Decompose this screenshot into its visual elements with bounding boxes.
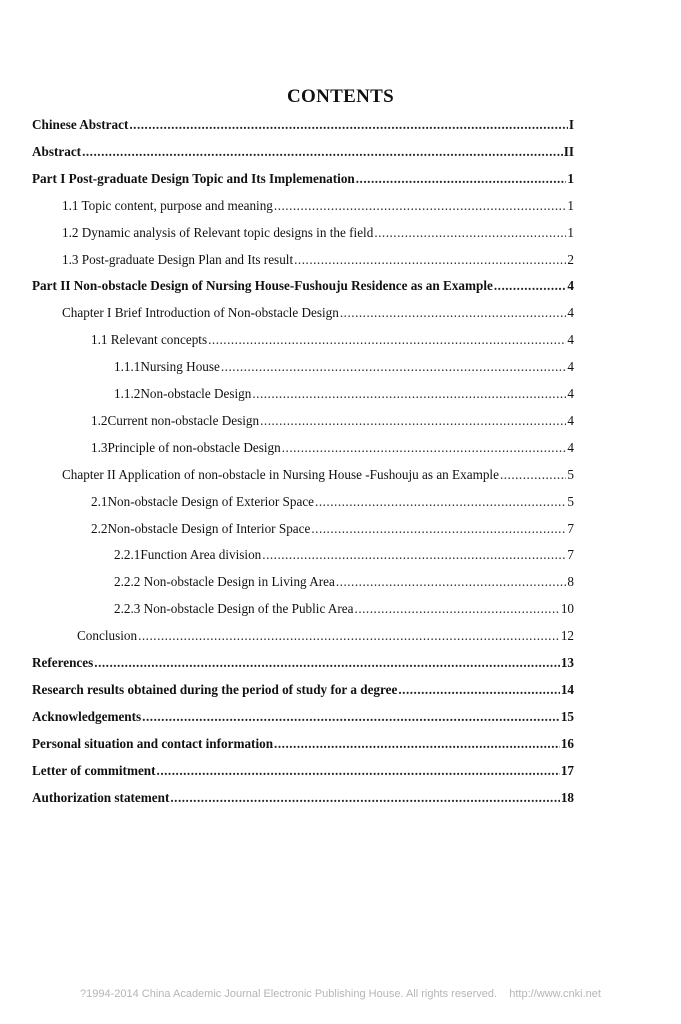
toc-dot-leader [336,572,567,592]
toc-entry-page-number: 4 [567,386,574,401]
toc-dot-leader [94,653,560,673]
toc-dot-leader [82,142,563,162]
toc-entry [114,384,574,404]
toc-entry-page-number: 4 [567,332,574,348]
toc-dot-leader [398,680,559,700]
toc-entry [62,465,574,485]
toc-entry [32,276,574,296]
toc-entry-label: Acknowledgements [32,708,142,724]
toc-entry-label: 2.2.3 Non-obstacle Design of the Public Area [114,601,354,617]
toc-entry-label: Part II Non-obstacle Design of Nursing House-Fushouju Residence as an Example [32,278,493,294]
toc-entry-label: 1.3Principle of non-obstacle Design [91,439,281,455]
toc-entry-page-number: 5 [567,493,574,509]
toc-entry-label: 1.2 Dynamic analysis of Relevant topic designs in the field [62,224,374,240]
toc-entry-label: Personal situation and contact information [32,735,274,751]
toc-entry [32,734,574,754]
toc-dot-leader [274,734,560,754]
toc-entry [114,357,574,377]
toc-entry-label: 2.1Non-obstacle Design of Exterior Space [91,493,315,509]
toc-entry-page-number: 17 [560,762,574,778]
toc-entry-page-number: 14 [560,681,574,697]
toc-entry-label: 1.1 Relevant concepts [91,332,208,348]
toc-entry-label: 1.1.2Non-obstacle Design [114,386,252,401]
toc-entry [32,761,574,781]
toc-entry [32,169,574,189]
toc-entry [32,653,574,673]
toc-dot-leader [494,276,567,296]
toc-entry-page-number: 1 [567,197,574,213]
toc-dot-leader [355,599,560,619]
toc-entry-label: 2.2.2 Non-obstacle Design in Living Area [114,574,335,590]
toc-entry [91,519,574,539]
toc-dot-leader [294,250,566,270]
toc-entry-page-number: 15 [560,708,574,724]
toc-dot-leader [315,492,566,512]
toc-dot-leader [129,115,568,135]
toc-entry-label: Conclusion [77,628,138,644]
toc-entry-page-number: 1 [567,224,574,240]
toc-entry-label: 2.2.1Function Area division [114,547,262,563]
toc-entry-page-number: 7 [567,547,574,563]
toc-dot-leader [221,357,567,377]
toc-entry-page-number: 4 [567,412,574,428]
toc-entry-label: Research results obtained during the period of study for a degree [32,681,398,697]
toc-entry-label: Abstract [32,143,82,159]
toc-entry-page-number: 10 [560,601,574,617]
toc-entry-label: Authorization statement [32,789,170,805]
toc-dot-leader [252,384,566,404]
toc-entry [91,411,574,431]
toc-entry-page-number: 4 [567,439,574,455]
toc-entry-page-number: 16 [560,735,574,751]
toc-entry-page-number: 4 [567,278,574,294]
toc-entry [62,250,574,270]
toc-entry [32,680,574,700]
toc-entry [32,115,574,135]
toc-entry-label: Letter of commitment [32,762,156,778]
toc-dot-leader [208,330,566,350]
toc-entry [91,492,574,512]
toc-entry [62,303,574,323]
toc-entry [32,707,574,727]
toc-entry-page-number: 4 [567,359,574,375]
toc-dot-leader [356,169,567,189]
toc-dot-leader [170,788,559,808]
toc-entry-label: References [32,655,94,670]
toc-entry-page-number: 1 [567,170,574,186]
toc-dot-leader [374,223,566,243]
toc-dot-leader [157,761,560,781]
toc-entry-page-number: 4 [567,305,574,321]
toc-entry-label: 2.2Non-obstacle Design of Interior Space [91,520,311,536]
toc-dot-leader [340,303,567,323]
toc-dot-leader [282,438,567,458]
toc-entry-label: Chapter I Brief Introduction of Non-obstacle Design [62,305,339,321]
copyright-footer: ?1994-2014 China Academic Journal Electronic Publishing House. All rights reserved. http://www.cnki.net [80,988,601,1000]
toc-entry-page-number: 7 [567,520,574,536]
toc-dot-leader [262,545,566,565]
toc-entry [62,223,574,243]
toc-entry-page-number: 12 [560,628,574,644]
toc-entry-label: 1.2Current non-obstacle Design [91,412,260,428]
toc-dot-leader [138,626,560,646]
toc-entry [91,438,574,458]
toc-entry [114,572,574,592]
toc-entry [32,788,574,808]
toc-entry-label: Chapter II Application of non-obstacle in Nursing House -Fushouju as an Example [62,466,499,482]
toc-entry-label: 1.1.1Nursing House [114,359,220,375]
toc-entry-page-number: 5 [567,466,574,482]
toc-entry-page-number: II [563,143,574,159]
toc-entry-label: 1.3 Post-graduate Design Plan and Its result [62,251,294,267]
toc-entry [91,330,574,350]
toc-dot-leader [142,707,560,727]
toc-entry-page-number: 18 [560,789,574,805]
toc-entry [62,196,574,216]
page-title: CONTENTS [287,86,394,107]
toc-dot-leader [274,196,567,216]
toc-entry-page-number: 13 [560,655,574,670]
toc-entry-page-number: 2 [567,251,574,267]
toc-dot-leader [311,519,566,539]
toc-entry-label: 1.1 Topic content, purpose and meaning [62,197,273,213]
toc-entry-page-number: 8 [567,574,574,590]
toc-entry [32,142,574,162]
toc-entry [77,626,574,646]
toc-entry-label: Chinese Abstract [32,117,129,132]
toc-dot-leader [260,411,566,431]
toc-dot-leader [500,465,566,485]
toc-entry-page-number: I [568,117,574,132]
toc-entry [114,545,574,565]
toc-entry-label: Part I Post-graduate Design Topic and Its Implemenation [32,170,355,186]
toc-entry [114,599,574,619]
